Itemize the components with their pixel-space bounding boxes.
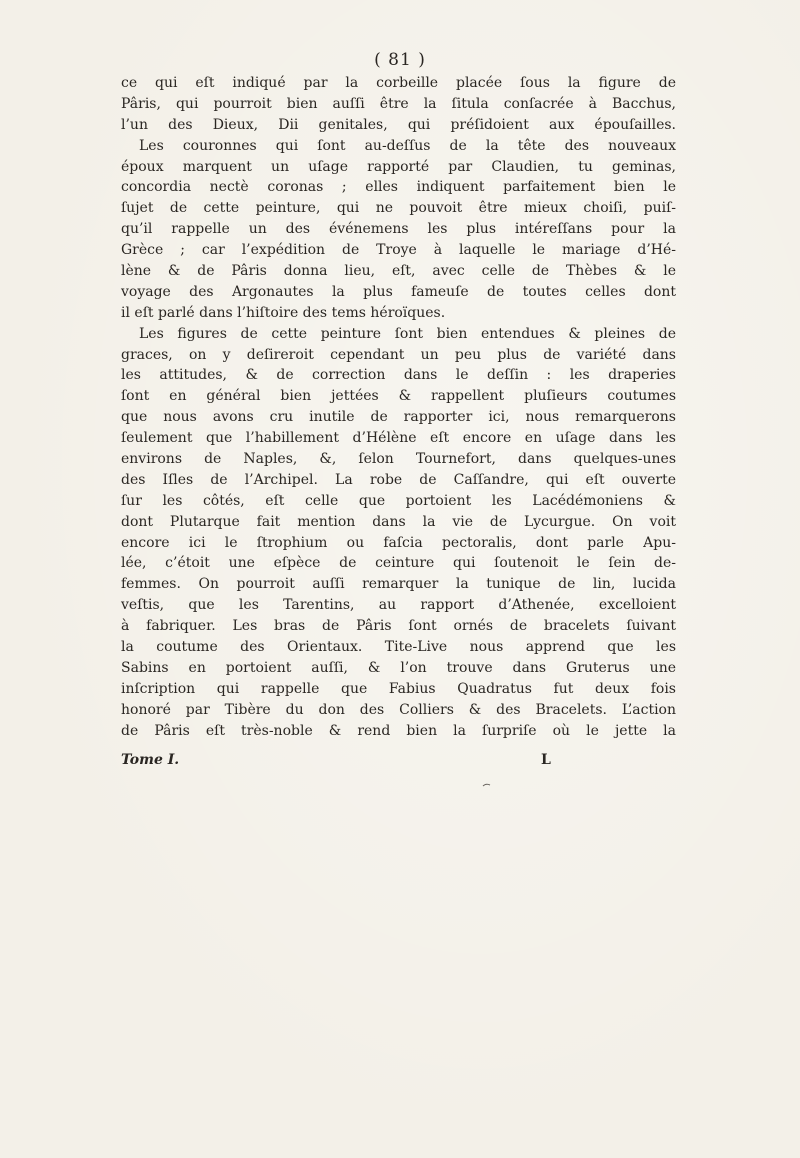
volume-label: Tome I. [121,752,180,768]
text-line: voyage des Argonautes la plus fameuſe de toutes celles dont [121,283,676,300]
text-line: lène & de Pâris donna lieu, eſt, avec celle de Thèbes & le [121,263,676,280]
text-line: lée, c’étoit une eſpèce de ceinture qui ſoutenoit le ſein de- [121,555,676,572]
text-line: ſont en général bien jettées & rappellent pluſieurs coutumes [121,388,676,405]
text-line: Pâris, qui pourroit bien auſſi être la ſitula conſacrée à Bacchus, [121,95,676,112]
text-line: concordia nectè coronas ; elles indiquent parfaitement bien le [121,179,676,196]
text-line: inſcription qui rappelle que Fabius Quadratus fut deux fois [121,680,676,697]
text-line: encore ici le ſtrophium ou faſcia pectoralis, dont parle Apu- [121,534,676,551]
text-line: environs de Naples, &, ſelon Tournefort, dans quelques-unes [121,451,676,468]
text-line: que nous avons cru inutile de rapporter ici, nous remarquerons [121,409,676,426]
ink-mark [482,780,492,790]
text-line: de Pâris eſt très-noble & rend bien la ſurpriſe où le jette la [121,722,676,739]
text-line: il eſt parlé dans l’hiſtoire des tems héroïques. [121,304,446,321]
text-line: honoré par Tibère du don des Colliers & des Bracelets. L’action [121,701,676,718]
text-line: époux marquent un uſage rapporté par Claudien, tu geminas, [121,158,676,175]
text-line: veſtis, que les Tarentins, au rapport d’Athenée, excelloient [121,597,676,614]
text-line: ſeulement que l’habillement d’Hélène eſt encore en uſage dans les [121,430,676,447]
text-line: la coutume des Orientaux. Tite-Live nous apprend que les [121,639,676,656]
text-line: ſujet de cette peinture, qui ne pouvoit être mieux choiſi, puiſ- [121,200,676,217]
text-line: Les couronnes qui ſont au-deſſus de la tête des nouveaux [139,137,676,154]
text-line: Les figures de cette peinture ſont bien entendues & pleines de [139,325,676,342]
page-number: ( 81 ) [374,50,426,70]
text-line: l’un des Dieux, Dii genitales, qui préſidoient aux épouſailles. [121,116,676,133]
body-text [121,73,676,742]
text-line: dont Plutarque fait mention dans la vie de Lycurgue. On voit [121,513,676,530]
text-line: Grèce ; car l’expédition de Troye à laquelle le mariage d’Hé- [121,242,676,259]
text-line: ce qui eſt indiqué par la corbeille placée ſous la figure de [121,75,676,91]
text-line: à fabriquer. Les bras de Pâris ſont ornés de bracelets ſuivant [121,618,676,635]
text-line: Sabins en portoient auſſi, & l’on trouve dans Gruterus une [121,659,676,676]
text-line: les attitudes, & de correction dans le deſſin : les draperies [121,367,676,384]
text-line: ſur les côtés, eſt celle que portoient les Lacédémoniens & [121,492,676,509]
text-line: des Iſles de l’Archipel. La robe de Caſſandre, qui eſt ouverte [121,471,676,488]
text-line: graces, on y deſireroit cependant un peu plus de variété dans [121,346,676,363]
text-line: femmes. On pourroit auſſi remarquer la tunique de lin, lucida [121,576,676,593]
text-line: qu’il rappelle un des événemens les plus intéreſſans pour la [121,221,676,238]
signature-mark: L [541,752,551,768]
